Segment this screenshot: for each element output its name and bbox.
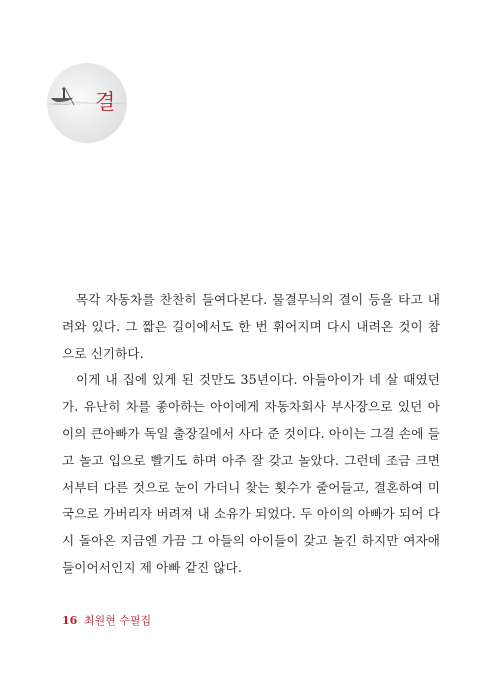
page-number: 16 [62, 614, 78, 627]
chapter-title: 결 [95, 90, 116, 114]
paragraph: 목각 자동차를 찬찬히 들여다본다. 물결무늬의 결이 등을 타고 내려와 있다. 그 짧은 길이에서도 한 번 휘어지며 다시 내려온 것이 참으로 신기하다. [62, 292, 440, 361]
book-title: 최원현 수필집 [83, 614, 152, 627]
paragraph: 이게 내 집에 있게 된 것만도 35년이다. 아들아이가 네 살 때였던가. 유난히 차를 좋아하는 아이에게 자동차회사 부사장으로 있던 아이의 큰아빠가 독일 출장길에서 사다 준 것이다. 아이는 그걸 손에 들고 놀고 입으로 빨기도 하며 아주 잘 갖고 놀았다. 그런데 조금 크면서부터 다른 것으로 눈이 가더니 찾는 횟수가 줄어들고, 결혼하여 미국으로 가버리자 버려져 내 소유가 되었다. 두 아이의 아빠가 되어 다시 돌아온 지금엔 가끔 그 아들의 아이들이 갖고 놀긴 하지만 여자애들이어서인지 제 아빠 같진 않다. [62, 372, 440, 575]
page-footer [62, 612, 151, 628]
essay-body [62, 287, 440, 582]
